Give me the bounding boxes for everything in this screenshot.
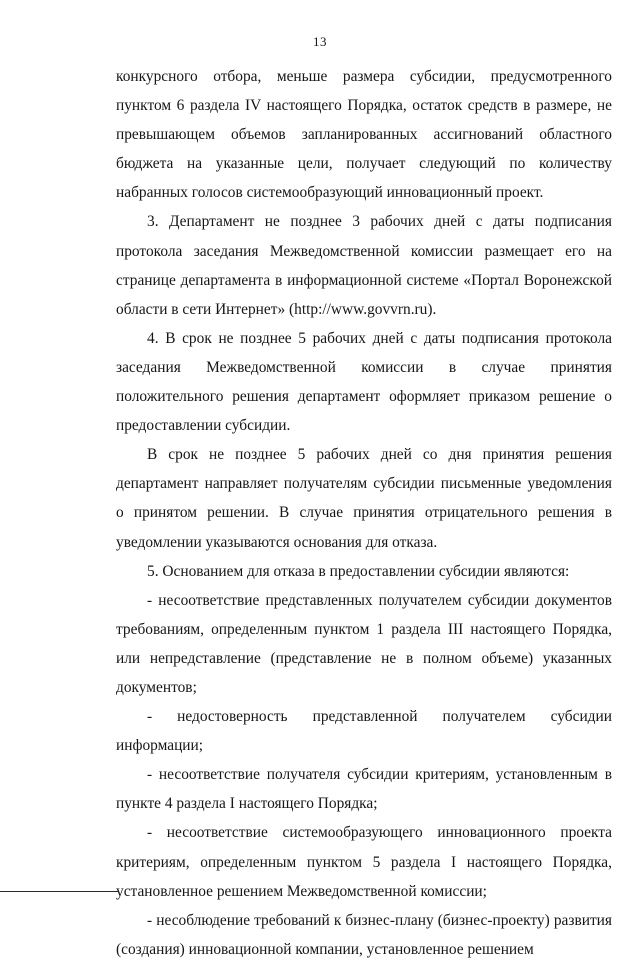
paragraph-item-5: 5. Основанием для отказа в предоставлении субсидии являются:: [147, 562, 570, 580]
page-number: 13: [313, 34, 327, 49]
list-item-unreliable-info: - недостоверность представленной получателем субсидии информации;: [116, 708, 612, 755]
footer-rule: [0, 891, 118, 892]
list-item-documents: - несоответствие представленных получателем субсидии документов требованиям, определенным пунктом 1 раздела III настоящего Порядка, или непредставление (представление не в полном объеме) указанных документов;: [116, 591, 612, 696]
list-item-project-criteria: - несоответствие системообразующего инновационного проекта критериям, определенным пунктом 5 раздела I настоящего Порядка, установленное решением Межведомственной комиссии;: [116, 824, 612, 900]
paragraph-continuation: конкурсного отбора, меньше размера субсидии, предусмотренного пунктом 6 раздела IV настоящего Порядка, остаток средств в размере, не превышающем объемов запланированных ассигнований областного бюджета на указанные цели, получает следующий по количеству набранных голосов системообразующий инновационный проект.: [116, 68, 612, 202]
paragraph-item-4: 4. В срок не позднее 5 рабочих дней с даты подписания протокола заседания Межведомственной комиссии в случае принятия положительного решения департамент оформляет приказом решение о предоставлении субсидии.: [116, 329, 612, 435]
paragraph-item-3: 3. Департамент не позднее 3 рабочих дней с даты подписания протокола заседания Межведомственной комиссии размещает его на странице департамента в информационной системе «Портал Воронежской области в сети Интернет» (http://www.govvrn.ru).: [116, 213, 612, 318]
list-item-business-plan: - несоблюдение требований к бизнес-плану (бизнес-проекту) развития (создания) инновационной компании, установленное решением: [116, 911, 612, 958]
paragraph-notification: В срок не позднее 5 рабочих дней со дня принятия решения департамент направляет получателям субсидии письменные уведомления о принятом решении. В случае принятия отрицательного решения в уведомлении указываются основания для отказа.: [116, 446, 612, 551]
list-item-recipient-criteria: - несоответствие получателя субсидии критериям, установленным в пункте 4 раздела I настоящего Порядка;: [116, 766, 612, 813]
body-text: [116, 62, 612, 964]
